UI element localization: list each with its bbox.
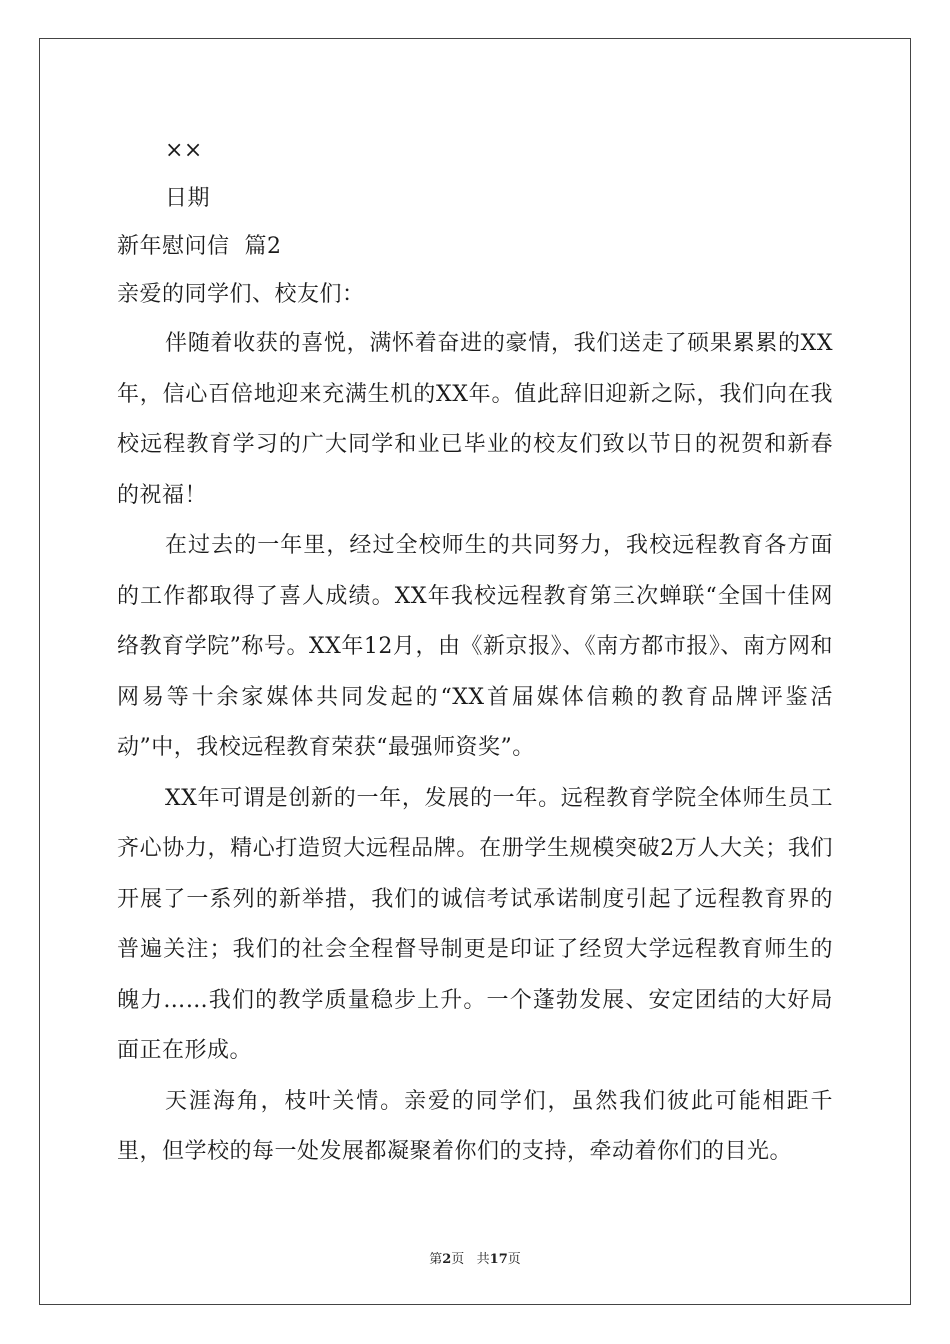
footer-middle: 页 共 [451,1252,490,1267]
paragraph-1: 伴随着收获的喜悦，满怀着奋进的豪情，我们送走了硕果累累的XX年，信心百倍地迎来充满生机的XX年。值此辞旧迎新之际，我们向在我校远程教育学习的广大同学和业已毕业的校友们致以节日的祝贺和新春的祝福！ [117,331,833,508]
date-line: 日期 [165,186,211,211]
footer-page-number: 2 [442,1252,452,1267]
salutation: 亲爱的同学们、校友们： [117,282,365,307]
paragraph-4: 天涯海角，枝叶关情。亲爱的同学们，虽然我们彼此可能相距千里，但学校的每一处发展都凝聚着你们的支持，牵动着你们的目光。 [117,1088,833,1164]
signature: ×× [165,138,203,163]
page-footer [0,1248,950,1267]
letter-body [117,127,833,1178]
footer-total-pages: 17 [489,1252,508,1267]
paragraph-2: 在过去的一年里，经过全校师生的共同努力，我校远程教育各方面的工作都取得了喜人成绩。XX年我校远程教育第三次蝉联“全国十佳网络教育学院”称号。XX年12月，由《新京报》、《南方都市报》、南方网和网易等十余家媒体共同发起的“XX首届媒体信赖的教育品牌评鉴活动”中，我校远程教育荣获“最强师资奖”。 [117,533,833,760]
section-title: 新年慰问信 篇2 [117,234,282,259]
footer-prefix: 第 [429,1252,443,1267]
paragraph-3: XX年可谓是创新的一年，发展的一年。远程教育学院全体师生员工齐心协力，精心打造贸大远程品牌。在册学生规模突破2万人大关；我们开展了一系列的新举措，我们的诚信考试承诺制度引起了远程教育界的普遍关注；我们的社会全程督导制更是印证了经贸大学远程教育师生的魄力……我们的教学质量稳步上升。一个蓬勃发展、安定团结的大好局面正在形成。 [117,785,833,1063]
footer-suffix: 页 [507,1252,521,1267]
